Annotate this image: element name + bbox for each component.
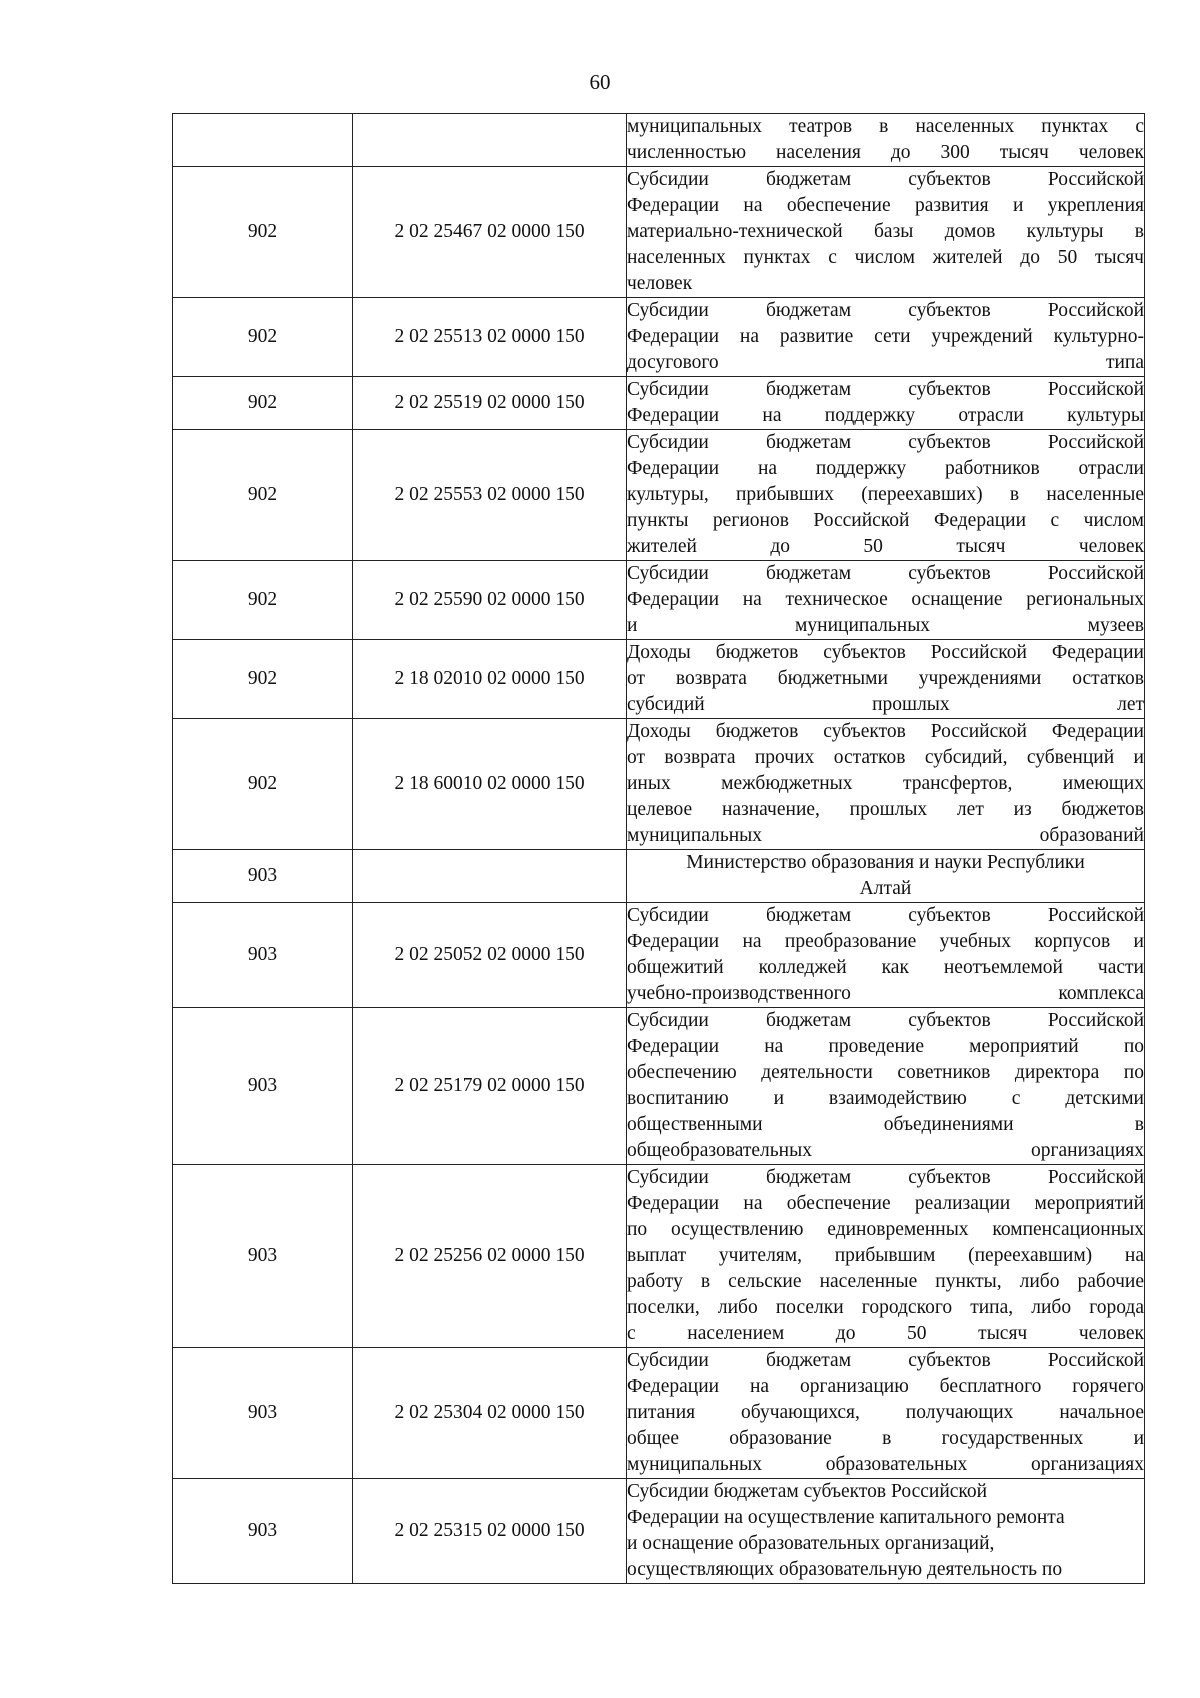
description-cell bbox=[627, 114, 1145, 167]
table-row bbox=[173, 430, 1145, 561]
description-cell bbox=[627, 1479, 1145, 1584]
admin-code-cell: 903 bbox=[173, 1008, 353, 1165]
description-cell bbox=[627, 298, 1145, 377]
description-line: общественными объединениями в bbox=[627, 1114, 1144, 1135]
table-row bbox=[173, 167, 1145, 298]
description-line: Доходы бюджетов субъектов Российской Федерации bbox=[627, 721, 1144, 742]
revenue-code-cell: 2 02 25513 02 0000 150 bbox=[353, 298, 627, 377]
admin-code-cell: 902 bbox=[173, 377, 353, 430]
description-line: от возврата прочих остатков субсидий, субвенций и bbox=[627, 747, 1144, 768]
revenue-code-cell: 2 18 60010 02 0000 150 bbox=[353, 719, 627, 850]
revenue-code-cell: 2 02 25553 02 0000 150 bbox=[353, 430, 627, 561]
description-line: Доходы бюджетов субъектов Российской Федерации bbox=[627, 642, 1144, 663]
description-cell bbox=[627, 719, 1145, 850]
table-row bbox=[173, 377, 1145, 430]
description-line: обеспечению деятельности советников директора по bbox=[627, 1062, 1144, 1083]
admin-code-cell: 903 bbox=[173, 1165, 353, 1348]
description-line: Федерации на техническое оснащение региональных bbox=[627, 589, 1144, 610]
description-cell bbox=[627, 561, 1145, 640]
description-cell bbox=[627, 377, 1145, 430]
table-row bbox=[173, 1479, 1145, 1584]
description-line: Министерство образования и науки Республики bbox=[686, 852, 1085, 873]
revenue-code-cell: 2 02 25052 02 0000 150 bbox=[353, 903, 627, 1008]
revenue-code-cell: 2 18 02010 02 0000 150 bbox=[353, 640, 627, 719]
description-line: Федерации на поддержку отрасли культуры bbox=[627, 405, 1144, 426]
revenue-code-cell: 2 02 25519 02 0000 150 bbox=[353, 377, 627, 430]
page-number: 60 bbox=[589, 70, 611, 94]
description-line: Субсидии бюджетам субъектов Российской bbox=[627, 432, 1144, 453]
description-line: субсидий прошлых лет bbox=[627, 694, 1144, 715]
description-line: Федерации на преобразование учебных корпусов и bbox=[627, 931, 1144, 952]
description-line: питания обучающихся, получающих начальное bbox=[627, 1402, 1144, 1423]
revenue-codes-table bbox=[172, 113, 1145, 1584]
description-line: численностью населения до 300 тысяч человек bbox=[627, 142, 1144, 163]
description-line: досугового типа bbox=[627, 352, 1144, 373]
description-line: общее образование в государственных и bbox=[627, 1428, 1144, 1449]
admin-code-cell: 902 bbox=[173, 719, 353, 850]
description-line: Субсидии бюджетам субъектов Российской bbox=[627, 1167, 1144, 1188]
description-line: Алтай bbox=[859, 878, 912, 899]
revenue-code-cell bbox=[353, 850, 627, 903]
description-cell bbox=[627, 903, 1145, 1008]
description-cell bbox=[627, 1008, 1145, 1165]
description-line: осуществляющих образовательную деятельность по bbox=[627, 1559, 1063, 1580]
description-line: Субсидии бюджетам субъектов Российской bbox=[627, 1010, 1144, 1031]
description-line: пункты регионов Российской Федерации с числом bbox=[627, 510, 1144, 531]
table-row bbox=[173, 1165, 1145, 1348]
description-line: Субсидии бюджетам субъектов Российской bbox=[627, 905, 1144, 926]
description-line: учебно-производственного комплекса bbox=[627, 983, 1144, 1004]
revenue-code-cell: 2 02 25315 02 0000 150 bbox=[353, 1479, 627, 1584]
description-line: Субсидии бюджетам субъектов Российской bbox=[627, 1481, 988, 1502]
description-line: материально-технической базы домов культуры в bbox=[627, 221, 1144, 242]
description-line: общежитий колледжей как неотъемлемой части bbox=[627, 957, 1144, 978]
revenue-code-cell: 2 02 25179 02 0000 150 bbox=[353, 1008, 627, 1165]
description-line: от возврата бюджетными учреждениями остатков bbox=[627, 668, 1144, 689]
description-line: Субсидии бюджетам субъектов Российской bbox=[627, 1350, 1144, 1371]
admin-code-cell: 902 bbox=[173, 430, 353, 561]
description-line: воспитанию и взаимодействию с детскими bbox=[627, 1088, 1144, 1109]
table-row bbox=[173, 1008, 1145, 1165]
table-body bbox=[173, 114, 1145, 1584]
table-row bbox=[173, 719, 1145, 850]
admin-code-cell: 903 bbox=[173, 1348, 353, 1479]
description-line: работу в сельские населенные пункты, либо рабочие bbox=[627, 1271, 1144, 1292]
table-row bbox=[173, 850, 1145, 903]
description-cell bbox=[627, 640, 1145, 719]
table-row bbox=[173, 114, 1145, 167]
admin-code-cell: 902 bbox=[173, 298, 353, 377]
description-line: Субсидии бюджетам субъектов Российской bbox=[627, 300, 1144, 321]
admin-code-cell: 902 bbox=[173, 167, 353, 298]
admin-code-cell: 902 bbox=[173, 561, 353, 640]
description-line: иных межбюджетных трансфертов, имеющих bbox=[627, 773, 1144, 794]
description-line: по осуществлению единовременных компенсационных bbox=[627, 1219, 1144, 1240]
admin-code-cell bbox=[173, 114, 353, 167]
description-line: общеобразовательных организациях bbox=[627, 1140, 1144, 1161]
admin-code-cell: 902 bbox=[173, 640, 353, 719]
description-line: Федерации на развитие сети учреждений культурно- bbox=[627, 326, 1144, 347]
description-cell bbox=[627, 430, 1145, 561]
description-line: Федерации на организацию бесплатного горячего bbox=[627, 1376, 1144, 1397]
table-row bbox=[173, 903, 1145, 1008]
admin-code-cell: 903 bbox=[173, 850, 353, 903]
revenue-code-cell: 2 02 25467 02 0000 150 bbox=[353, 167, 627, 298]
revenue-code-cell bbox=[353, 114, 627, 167]
table-row bbox=[173, 640, 1145, 719]
revenue-code-cell: 2 02 25304 02 0000 150 bbox=[353, 1348, 627, 1479]
table-row bbox=[173, 298, 1145, 377]
description-line: с населением до 50 тысяч человек bbox=[627, 1323, 1144, 1344]
description-line: поселки, либо поселки городского типа, либо города bbox=[627, 1297, 1144, 1318]
description-line: муниципальных образований bbox=[627, 825, 1144, 846]
table-row bbox=[173, 561, 1145, 640]
admin-code-cell: 903 bbox=[173, 903, 353, 1008]
description-line: Субсидии бюджетам субъектов Российской bbox=[627, 563, 1144, 584]
description-line: и муниципальных музеев bbox=[627, 615, 1144, 636]
description-line: целевое назначение, прошлых лет из бюджетов bbox=[627, 799, 1144, 820]
ministry-heading-cell bbox=[627, 850, 1145, 903]
description-cell bbox=[627, 1165, 1145, 1348]
admin-code-cell: 903 bbox=[173, 1479, 353, 1584]
description-line: муниципальных образовательных организациях bbox=[627, 1454, 1144, 1475]
description-line: Субсидии бюджетам субъектов Российской bbox=[627, 379, 1144, 400]
revenue-code-cell: 2 02 25590 02 0000 150 bbox=[353, 561, 627, 640]
description-cell bbox=[627, 1348, 1145, 1479]
description-line: и оснащение образовательных организаций, bbox=[627, 1533, 995, 1554]
description-line: муниципальных театров в населенных пунктах с bbox=[627, 116, 1144, 137]
description-line: Субсидии бюджетам субъектов Российской bbox=[627, 169, 1144, 190]
description-line: жителей до 50 тысяч человек bbox=[627, 536, 1144, 557]
description-line: Федерации на обеспечение развития и укрепления bbox=[627, 195, 1144, 216]
description-line: Федерации на проведение мероприятий по bbox=[627, 1036, 1144, 1057]
description-line: выплат учителям, прибывшим (переехавшим) на bbox=[627, 1245, 1144, 1266]
description-line: населенных пунктах с числом жителей до 50 тысяч bbox=[627, 247, 1144, 268]
description-line: человек bbox=[627, 273, 693, 294]
table-row bbox=[173, 1348, 1145, 1479]
description-line: культуры, прибывших (переехавших) в населенные bbox=[627, 484, 1144, 505]
description-line: Федерации на обеспечение реализации мероприятий bbox=[627, 1193, 1144, 1214]
description-line: Федерации на поддержку работников отрасли bbox=[627, 458, 1144, 479]
description-cell bbox=[627, 167, 1145, 298]
description-line: Федерации на осуществление капитального ремонта bbox=[627, 1507, 1065, 1528]
revenue-code-cell: 2 02 25256 02 0000 150 bbox=[353, 1165, 627, 1348]
